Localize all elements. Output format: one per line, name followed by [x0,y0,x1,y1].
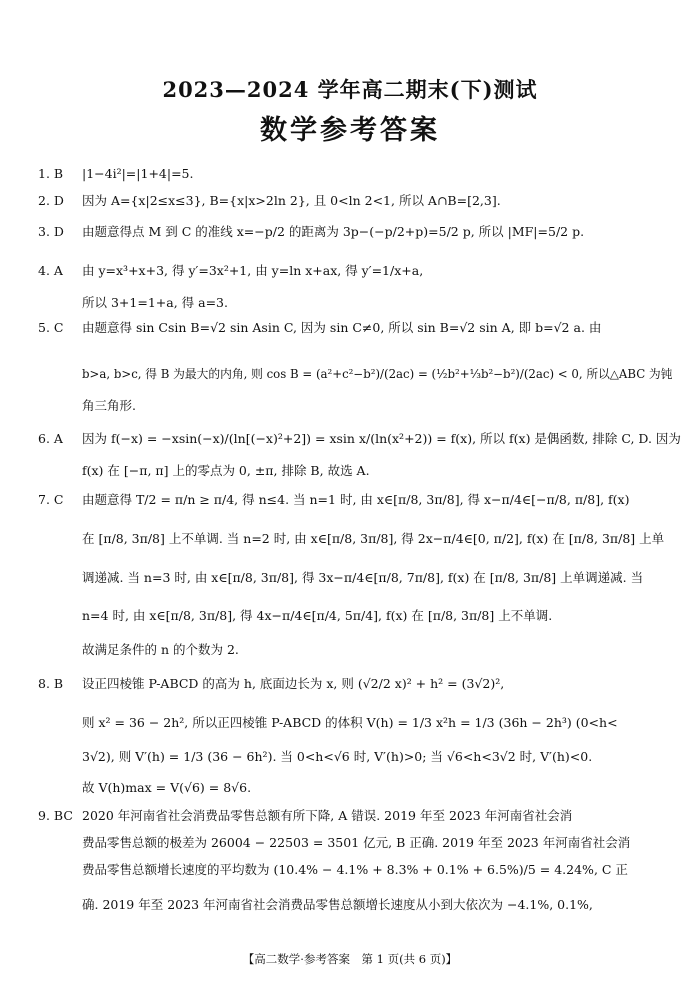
answer-9-line-3: 费品零售总额增长速度的平均数为 (10.4% − 4.1% + 8.3% + 0.1% + 6.5%)/5 = 4.24%, C 正 [82,862,628,877]
answer-label-9: 9. BC [38,808,73,823]
answer-8-line-1: 设正四棱锥 P-ABCD 的高为 h, 底面边长为 x, 则 (√2/2 x)² + h² = (3√2)², [82,676,505,691]
answer-1-line-1: |1−4i²|=|1+4|=5. [82,166,194,181]
answer-5-line-2: b>a, b>c, 得 B 为最大的内角, 则 cos B = (a²+c²−b²)/(2ac) = (½b²+⅓b²−b²)/(2ac) < 0, 所以△ABC 为钝 [82,367,673,381]
answer-3-line-1: 由题意得点 M 到 C 的准线 x=−p/2 的距离为 3p−(−p/2+p)=5/2 p, 所以 |MF|=5/2 p. [82,224,585,239]
answer-9-line-4: 确. 2019 年至 2023 年河南省社会消费品零售总额增长速度从小到大依次为 −4.1%, 0.1%, [82,897,593,912]
answer-6-line-1: 因为 f(−x) = −xsin(−x)/(ln[(−x)²+2]) = xsin x/(ln(x²+2)) = f(x), 所以 f(x) 是偶函数, 排除 C, D. 因为 [82,431,681,446]
answer-2-line-1: 因为 A={x|2≤x≤3}, B={x|x>2ln 2}, 且 0<ln 2<1, 所以 A∩B=[2,3]. [82,193,501,208]
answer-4-line-2: 所以 3+1=1+a, 得 a=3. [82,295,228,310]
answer-8-line-4: 故 V(h)max = V(√6) = 8√6. [82,780,252,795]
title-line-2: 数学参考答案 [260,115,440,146]
answer-label-8: 8. B [38,676,64,691]
answer-7-line-1: 由题意得 T/2 = π/n ≥ π/4, 得 n≤4. 当 n=1 时, 由 x∈[π/8, 3π/8], 得 x−π/4∈[−π/8, π/8], f(x) [82,492,630,507]
answer-4-line-1: 由 y=x³+x+3, 得 y′=3x²+1, 由 y=ln x+ax, 得 y′=1/x+a, [82,263,424,278]
page-footer: 【高二数学·参考答案 第 1 页(共 6 页)】 [242,952,458,966]
answer-label-7: 7. C [38,492,64,507]
answer-7-line-3: 调递减. 当 n=3 时, 由 x∈[π/8, 3π/8], 得 3x−π/4∈[π/8, 7π/8], f(x) 在 [π/8, 3π/8] 上单调递减. 当 [82,570,644,585]
answer-8-line-2: 则 x² = 36 − 2h², 所以正四棱锥 P-ABCD 的体积 V(h) = 1/3 x²h = 1/3 (36h − 2h³) (0<h< [82,715,618,730]
answer-9-line-2: 费品零售总额的极差为 26004 − 22503 = 3501 亿元, B 正确. 2019 年至 2023 年河南省社会消 [82,835,631,850]
answer-label-6: 6. A [38,431,63,446]
answer-7-line-2: 在 [π/8, 3π/8] 上不单调. 当 n=2 时, 由 x∈[π/8, 3π/8], 得 2x−π/4∈[0, π/2], f(x) 在 [π/8, 3π/8] 上单 [82,531,665,546]
answer-label-3: 3. D [38,224,64,239]
answer-label-2: 2. D [38,193,64,208]
answer-label-4: 4. A [38,263,63,278]
answer-7-line-5: 故满足条件的 n 的个数为 2. [82,642,239,657]
title-line-1: 2023—2024 学年高二期末(下)测试 [162,77,538,102]
answer-7-line-4: n=4 时, 由 x∈[π/8, 3π/8], 得 4x−π/4∈[π/4, 5π/4], f(x) 在 [π/8, 3π/8] 上不单调. [82,608,553,623]
answer-5-line-3: 角三角形. [82,398,136,413]
answer-9-line-1: 2020 年河南省社会消费品零售总额有所下降, A 错误. 2019 年至 2023 年河南省社会消 [82,808,573,823]
answer-6-line-2: f(x) 在 [−π, π] 上的零点为 0, ±π, 排除 B, 故选 A. [82,463,370,478]
answer-8-line-3: 3√2), 则 V′(h) = 1/3 (36 − 6h²). 当 0<h<√6 时, V′(h)>0; 当 √6<h<3√2 时, V′(h)<0. [82,749,593,764]
answer-5-line-1: 由题意得 sin Csin B=√2 sin Asin C, 因为 sin C≠0, 所以 sin B=√2 sin A, 即 b=√2 a. 由 [82,320,602,335]
answer-label-1: 1. B [38,166,64,181]
answer-label-5: 5. C [38,320,64,335]
